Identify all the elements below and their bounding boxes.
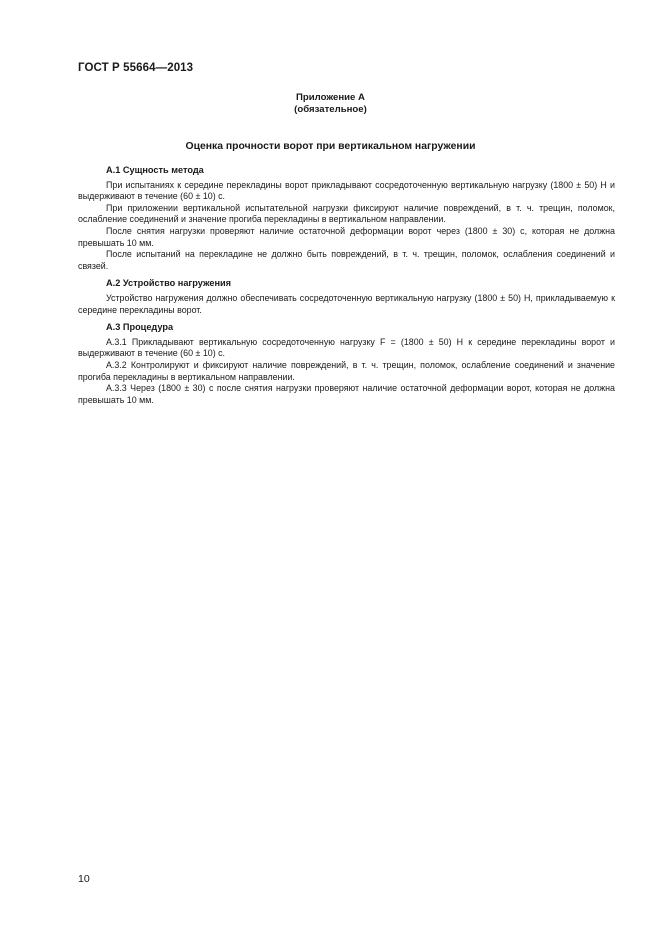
paragraph: При приложении вертикальной испытательной нагрузки фиксируют наличие повреждений, в т. ч. трещин, поломок, ослабление соединений и значение прогиба перекладины в вертикальном направлении.	[78, 202, 615, 225]
document-header: ГОСТ Р 55664—2013	[78, 62, 194, 74]
paragraph: А.3.2 Контролируют и фиксируют наличие повреждений, в т. ч. трещин, поломок, ослабление соединений и значение прогиба перекладины в вертикальном направлении.	[78, 359, 615, 382]
appendix-title: Приложение А	[296, 92, 365, 103]
paragraph: А.3.1 Прикладывают вертикальную сосредоточенную нагрузку F = (1800 ± 50) Н к середине перекладины ворот и выдерживают в течение (60 ± 10) с.	[78, 336, 615, 359]
paragraph: При испытаниях к середине перекладины ворот прикладывают сосредоточенную вертикальную нагрузку (1800 ± 50) Н и выдерживают в течение (60 ± 10) с.	[78, 179, 615, 202]
appendix-status: (обязательное)	[294, 104, 367, 115]
page-title: Оценка прочности ворот при вертикальном нагружении	[185, 141, 476, 152]
section-heading: А.1 Сущность метода	[106, 165, 204, 175]
page-number: 10	[78, 873, 90, 885]
section	[78, 278, 615, 316]
paragraph: После испытаний на перекладине не должно быть повреждений, в т. ч. трещин, поломок, ослабления соединений и связей.	[78, 249, 615, 271]
section-heading: А.2 Устройство нагружения	[106, 278, 232, 289]
paragraph: Устройство нагружения должно обеспечивать сосредоточенную вертикальную нагрузку (1800 ± 50) Н, прикладываемую к середине перекладины ворот.	[78, 292, 615, 315]
section-heading: А.3 Процедура	[106, 322, 174, 333]
paragraph: После снятия нагрузки проверяют наличие остаточной деформации ворот через (1800 ± 30) с, которая не должна превышать 10 мм.	[78, 225, 615, 248]
paragraph: А.3.3 Через (1800 ± 30) с после снятия нагрузки проверяют наличие остаточной деформации ворот, которая не должна превышать 10 мм.	[78, 383, 615, 405]
document-body	[78, 165, 615, 406]
section	[78, 322, 615, 406]
section	[78, 165, 615, 272]
